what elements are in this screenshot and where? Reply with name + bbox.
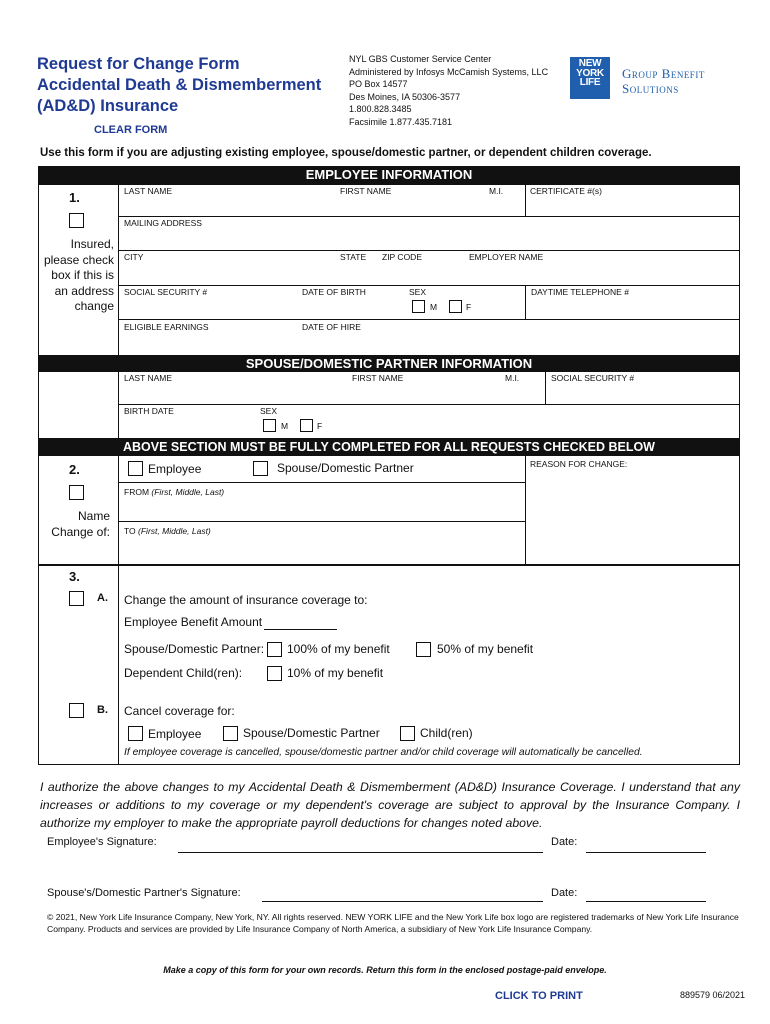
child-10-checkbox[interactable] [267,666,282,681]
spouse-100-label: 100% of my benefit [287,642,390,656]
emp-sex-f-label: F [466,302,472,312]
new-york-life-logo: NEW YORK LIFE [570,57,610,99]
earnings-label: ELIGIBLE EARNINGS [124,322,209,332]
spouse-info-bar: SPOUSE/DOMESTIC PARTNER INFORMATION [38,356,740,371]
to-label: TO (First, Middle, Last) [124,526,211,536]
cancel-employee-checkbox[interactable] [128,726,143,741]
state-label: STATE [340,252,367,262]
cancel-child-checkbox[interactable] [400,726,415,741]
name-change-employee-label: Employee [148,462,202,476]
change-coverage-text: Change the amount of insurance coverage to: [124,593,368,607]
hire-date-label: DATE OF HIRE [302,322,361,332]
emp-ssn-label: SOCIAL SECURITY # [124,287,208,297]
city-label: CITY [124,252,144,262]
child-coverage-label: Dependent Child(ren): [124,666,243,680]
cancel-child-label: Child(ren) [420,726,473,740]
employee-date-field[interactable] [586,852,706,853]
emp-sex-m-checkbox[interactable] [412,300,425,313]
dob-label: DATE OF BIRTH [302,287,366,297]
sp-last-name-label: LAST NAME [124,373,173,383]
emp-first-name-label: FIRST NAME [340,186,392,196]
sp-mi-label: M.I. [505,373,520,383]
emp-sex-f-checkbox[interactable] [449,300,462,313]
certificate-label: CERTIFICATE #(s) [530,186,602,196]
option-a-label: A. [97,592,108,604]
section-1-number: 1. [69,190,80,205]
name-change-spouse-label: Spouse/Domestic Partner [277,461,414,475]
employee-amount-field[interactable] [264,629,337,630]
sp-ssn-label: SOCIAL SECURITY # [551,373,635,383]
emp-sex-label: SEX [409,287,427,297]
sp-sex-f-label: F [317,421,323,431]
child-10-label: 10% of my benefit [287,666,384,680]
spouse-100-checkbox[interactable] [267,642,282,657]
cancel-coverage-checkbox[interactable] [69,703,84,718]
intro-text: Use this form if you are adjusting existing employee, spouse/domestic partner, or dependent children coverage. [40,147,652,159]
requirement-bar: ABOVE SECTION MUST BE FULLY COMPLETED FOR ALL REQUESTS CHECKED BELOW [38,439,740,455]
sp-sex-f-checkbox[interactable] [300,419,313,432]
spouse-signature-label: Spouse's/Domestic Partner's Signature: [47,887,241,899]
name-change-note: Name Change of: [51,509,110,539]
name-change-spouse-checkbox[interactable] [253,461,268,476]
emp-mi-label: M.I. [489,186,504,196]
employee-amount-label: Employee Benefit Amount [124,615,263,629]
spouse-signature-field[interactable] [262,901,543,902]
copyright-text: © 2021, New York Life Insurance Company, New York, NY. All rights reserved. NEW YORK LIFE and the New York Life box logo are registered trademarks of New York Life Insurance Company. Products and services are provided by Life Insurance Company of North America, a subsidiary of New York Life Insurance Company. [47,912,739,934]
employee-signature-field[interactable] [178,852,543,853]
footer-note: Make a copy of this form for your own records. Return this form in the enclosed postage-paid envelope. [163,965,607,975]
spouse-date-label: Date: [551,887,578,899]
zip-label: ZIP CODE [382,252,422,262]
employer-label: EMPLOYER NAME [469,252,544,262]
sp-birth-label: BIRTH DATE [124,406,174,416]
sp-sex-label: SEX [260,406,278,416]
employee-info-bar: EMPLOYEE INFORMATION [38,166,740,184]
employee-date-label: Date: [551,836,578,848]
phone-label: DAYTIME TELEPHONE # [531,287,629,297]
clear-form-button[interactable]: CLEAR FORM [94,124,168,136]
change-coverage-checkbox[interactable] [69,591,84,606]
spouse-50-checkbox[interactable] [416,642,431,657]
group-benefit-solutions-logo: Group Benefit Solutions [622,66,705,96]
sp-sex-m-label: M [281,421,289,431]
employee-signature-label: Employee's Signature: [47,836,157,848]
sp-first-name-label: FIRST NAME [352,373,404,383]
mailing-address-label: MAILING ADDRESS [124,218,202,228]
form-title: Request for Change Form Accidental Death & Dismemberment (AD&D) Insurance [37,55,322,115]
address-change-checkbox[interactable] [69,213,84,228]
option-b-label: B. [97,704,108,716]
name-change-employee-checkbox[interactable] [128,461,143,476]
spouse-date-field[interactable] [586,901,706,902]
section-3-number: 3. [69,569,80,584]
address-change-note: Insured, please check box if this is an address change [43,237,114,313]
section-2-number: 2. [69,462,80,477]
cancel-employee-label: Employee [148,727,202,741]
cancel-coverage-text: Cancel coverage for: [124,704,235,718]
emp-last-name-label: LAST NAME [124,186,173,196]
emp-sex-m-label: M [430,302,438,312]
service-center-info: NYL GBS Customer Service Center Administered by Infosys McCamish Systems, LLC PO Box 14577 Des Moines, IA 50306-3577 1.800.828.3485 Facsimile 1.877.435.7181 [349,54,549,127]
spouse-coverage-label: Spouse/Domestic Partner: [124,642,265,656]
spouse-50-label: 50% of my benefit [437,642,534,656]
from-label: FROM (First, Middle, Last) [124,487,225,497]
form-number: 889579 06/2021 [680,990,746,1000]
reason-label: REASON FOR CHANGE: [530,459,628,469]
name-change-checkbox[interactable] [69,485,84,500]
cancel-note: If employee coverage is cancelled, spouse/domestic partner and/or child coverage will automatically be cancelled. [124,747,643,758]
sp-sex-m-checkbox[interactable] [263,419,276,432]
click-to-print-button[interactable]: CLICK TO PRINT [495,990,583,1002]
authorization-text: I authorize the above changes to my Accidental Death & Dismemberment (AD&D) Insurance Coverage. I understand that any increases or additions to my coverage or my dependent's coverage are subject to approval by the Insurance Company. I authorize my employer to make the appropriate payroll deductions for changes noted above. [40,780,740,830]
cancel-spouse-label: Spouse/Domestic Partner [243,726,380,740]
cancel-spouse-checkbox[interactable] [223,726,238,741]
